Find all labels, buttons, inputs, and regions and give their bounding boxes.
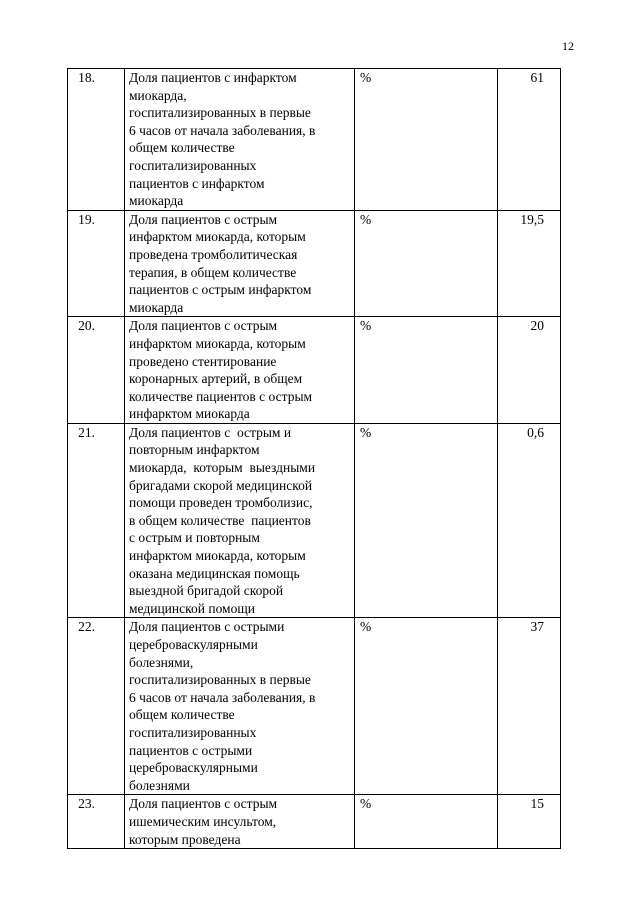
row-number: 22. (68, 618, 125, 795)
table-row (68, 210, 561, 317)
description-line: 6 часов от начала заболевания, в (129, 689, 316, 705)
description-line: миокарда, (129, 87, 187, 103)
indicator-description (125, 795, 355, 849)
description-line: цереброваскулярными (129, 637, 258, 652)
unit-cell: % (355, 618, 498, 795)
description-line: пациентов с острым инфарктом (129, 282, 312, 298)
description-line: Доля пациентов с острыми (129, 619, 285, 635)
row-number: 23. (68, 795, 125, 849)
description-line: инфарктом миокарда, которым (129, 335, 306, 351)
indicator-description (125, 618, 355, 795)
description-line: с острым и повторным (129, 530, 260, 546)
table-row (68, 69, 561, 211)
table-row (68, 317, 561, 424)
description-line: коронарных артерий, в общем (129, 371, 303, 387)
description-line: Доля пациентов с острым и (129, 424, 292, 440)
value-cell: 15 (498, 795, 561, 849)
unit-cell: % (355, 423, 498, 618)
description-line: инфарктом миокарда, которым (129, 229, 306, 245)
description-line: количестве пациентов с острым (129, 388, 313, 404)
unit-cell: % (355, 210, 498, 317)
description-line: инфарктом миокарда (129, 406, 250, 422)
description-line: проведено стентирование (129, 353, 277, 369)
description-line: 6 часов от начала заболевания, в (129, 122, 316, 138)
description-line: госпитализированных (129, 157, 257, 173)
description-line: госпитализированных в первые (129, 672, 311, 688)
table-row (68, 423, 561, 618)
description-line: помощи проведен тромболизис, (129, 495, 313, 511)
description-line: общем количестве (129, 707, 235, 723)
unit-cell: % (355, 69, 498, 211)
description-line: ишемическим инсультом, (129, 813, 277, 829)
description-line: медицинской помощи (129, 600, 255, 616)
indicator-description (125, 210, 355, 317)
description-line: пациентов с острыми (129, 742, 253, 758)
value-cell: 20 (498, 317, 561, 424)
indicator-description (125, 317, 355, 424)
value-cell: 61 (498, 69, 561, 211)
description-line: цереброваскулярными (129, 760, 258, 776)
description-line: Доля пациентов с острым (129, 318, 278, 334)
value-cell: 19,5 (498, 210, 561, 317)
description-line: инфарктом миокарда, которым (129, 548, 306, 564)
unit-cell: % (355, 795, 498, 849)
description-line: бригадами скорой медицинской (129, 477, 313, 493)
description-line: госпитализированных (129, 724, 257, 740)
description-line: пациентов с инфарктом (129, 175, 265, 191)
description-line: Доля пациентов с острым (129, 796, 278, 812)
description-line: миокарда (129, 299, 184, 315)
value-cell: 0,6 (498, 423, 561, 618)
table-row (68, 795, 561, 849)
row-number: 20. (68, 317, 125, 424)
indicators-table-body (68, 69, 561, 849)
indicator-description (125, 69, 355, 211)
description-line: болезнями, (129, 654, 194, 670)
description-line: общем количестве (129, 140, 235, 156)
description-line: Доля пациентов с инфарктом (129, 70, 297, 85)
page-number: 12 (562, 39, 574, 53)
row-number: 21. (68, 423, 125, 618)
description-line: выездной бригадой скорой (129, 583, 284, 599)
description-line: миокарда, которым выездными (129, 460, 316, 476)
indicator-description (125, 423, 355, 618)
indicators-table (67, 68, 561, 849)
description-line: проведена тромболитическая (129, 246, 298, 262)
row-number: 19. (68, 210, 125, 317)
description-line: госпитализированных в первые (129, 105, 311, 121)
table-row (68, 618, 561, 795)
description-line: в общем количестве пациентов (129, 512, 311, 528)
description-line: повторным инфарктом (129, 442, 260, 458)
unit-cell: % (355, 317, 498, 424)
description-line: болезнями (129, 777, 190, 793)
description-line: которым проведена (129, 831, 241, 847)
description-line: Доля пациентов с острым (129, 211, 278, 227)
description-line: оказана медицинская помощь (129, 565, 300, 581)
description-line: миокарда (129, 193, 184, 209)
value-cell: 37 (498, 618, 561, 795)
row-number: 18. (68, 69, 125, 211)
description-line: терапия, в общем количестве (129, 264, 297, 280)
